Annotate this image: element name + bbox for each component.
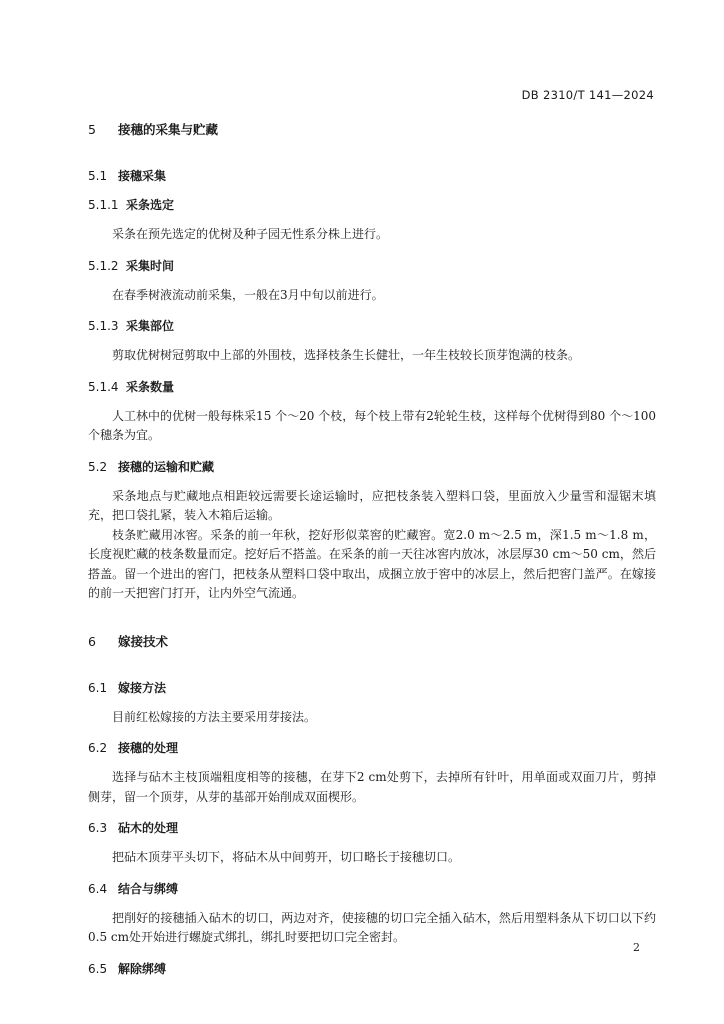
section-5-1-4-text: 人工林中的优树一般每株采15 个～20 个枝，每个枝上带有2轮轮生枝，这样每个优树得到80 个～100 个穗条为宜。 (88, 408, 656, 442)
section-title: 接穗采集 (118, 169, 167, 183)
section-5-1-heading (88, 167, 656, 184)
section-5-2-text-1: 采条地点与贮藏地点相距较远需要长途运输时，应把枝条装入塑料口袋，里面放入少量雪和湿锯末填充，把口袋扎紧，装入木箱后运输。 (88, 488, 656, 522)
section-6-1-heading (88, 679, 656, 696)
section-5-heading (88, 120, 656, 138)
section-title: 接穗的采集与贮藏 (118, 122, 219, 137)
section-spacer (88, 616, 656, 632)
standard-code: DB 2310/T 141—2024 (521, 88, 654, 102)
section-title: 解除绑缚 (118, 961, 167, 976)
section-6-2-text: 选择与砧木主枝顶端粗度相等的接穗，在芽下2 cm处剪下，去掉所有针叶，用单面或双面刀片，剪掉侧芽，留一个顶芽，从芽的基部开始削成双面楔形。 (88, 770, 656, 804)
section-title: 结合与绑缚 (118, 881, 179, 896)
section-5-1-4-heading (88, 378, 656, 395)
section-title: 嫁接方法 (118, 680, 167, 695)
document-body (88, 120, 656, 989)
section-number: 6.1 (88, 680, 108, 695)
section-title: 接穗的处理 (118, 741, 179, 755)
section-number: 6.2 (88, 741, 108, 755)
section-6-4-heading (88, 880, 656, 897)
section-number: 6.4 (88, 881, 108, 896)
section-5-1-1-text: 采条在预先选定的优树及种子园无性系分株上进行。 (112, 227, 389, 241)
section-6-5-heading (88, 960, 656, 977)
section-number: 5 (88, 122, 96, 137)
section-6-4-text: 把削好的接穗插入砧木的切口，两边对齐，使接穗的切口完全插入砧木，然后用塑料条从下切口以下约0.5 cm处开始进行螺旋式绑扎，绑扎时要把切口完全密封。 (88, 910, 656, 944)
section-6-3-text: 把砧木顶芽平头切下，将砧木从中间剪开，切口略长于接穗切口。 (112, 850, 461, 864)
section-number: 5.1 (88, 169, 108, 183)
section-title: 采条数量 (126, 379, 175, 394)
section-6-2-heading (88, 739, 656, 756)
page-number: 2 (633, 941, 640, 954)
section-5-1-2-heading (88, 257, 656, 274)
section-title: 采集部位 (126, 319, 175, 333)
section-6-1-text: 目前红松嫁接的方法主要采用芽接法。 (112, 709, 317, 724)
section-5-2-heading (88, 458, 656, 475)
section-number: 5.1.4 (88, 379, 119, 394)
section-6-3-heading (88, 819, 656, 836)
section-5-1-3-text: 剪取优树树冠剪取中上部的外围枝，选择枝条生长健壮，一年生枝较长顶芽饱满的枝条。 (112, 348, 581, 362)
section-title: 接穗的运输和贮藏 (118, 459, 215, 474)
section-5-1-2-text: 在春季树液流动前采集，一般在3月中旬以前进行。 (112, 287, 384, 302)
section-number: 5.2 (88, 459, 108, 474)
section-5-2-text-2: 枝条贮藏用冰窖。采条的前一年秋，挖好形似菜窖的贮藏窖。宽2.0 m～2.5 m，深1.5 m～1.8 m，长度视贮藏的枝条数量而定。挖好后不搭盖。在采条的前一天往冰窖内放冰，冰层厚30 cm～50 cm，然后搭盖。留一个进出的窖门，把枝条从塑料口袋中取出，成捆立放于窖中的冰层上，然后把窖门盖严。在嫁接的前一天把窖门打开，让内外空气流通。 (88, 527, 656, 600)
section-title: 采集时间 (126, 258, 175, 273)
section-number: 6.5 (88, 961, 108, 976)
section-number: 5.1.1 (88, 198, 119, 212)
section-5-1-1-heading (88, 196, 656, 213)
section-number: 5.1.3 (88, 319, 119, 333)
section-title: 嫁接技术 (118, 633, 169, 649)
section-title: 砧木的处理 (118, 821, 179, 835)
section-5-1-3-heading (88, 317, 656, 334)
section-number: 6 (88, 633, 96, 649)
section-title: 采条选定 (126, 198, 175, 212)
section-6-heading (88, 632, 656, 650)
section-number: 5.1.2 (88, 258, 119, 273)
section-number: 6.3 (88, 821, 108, 835)
